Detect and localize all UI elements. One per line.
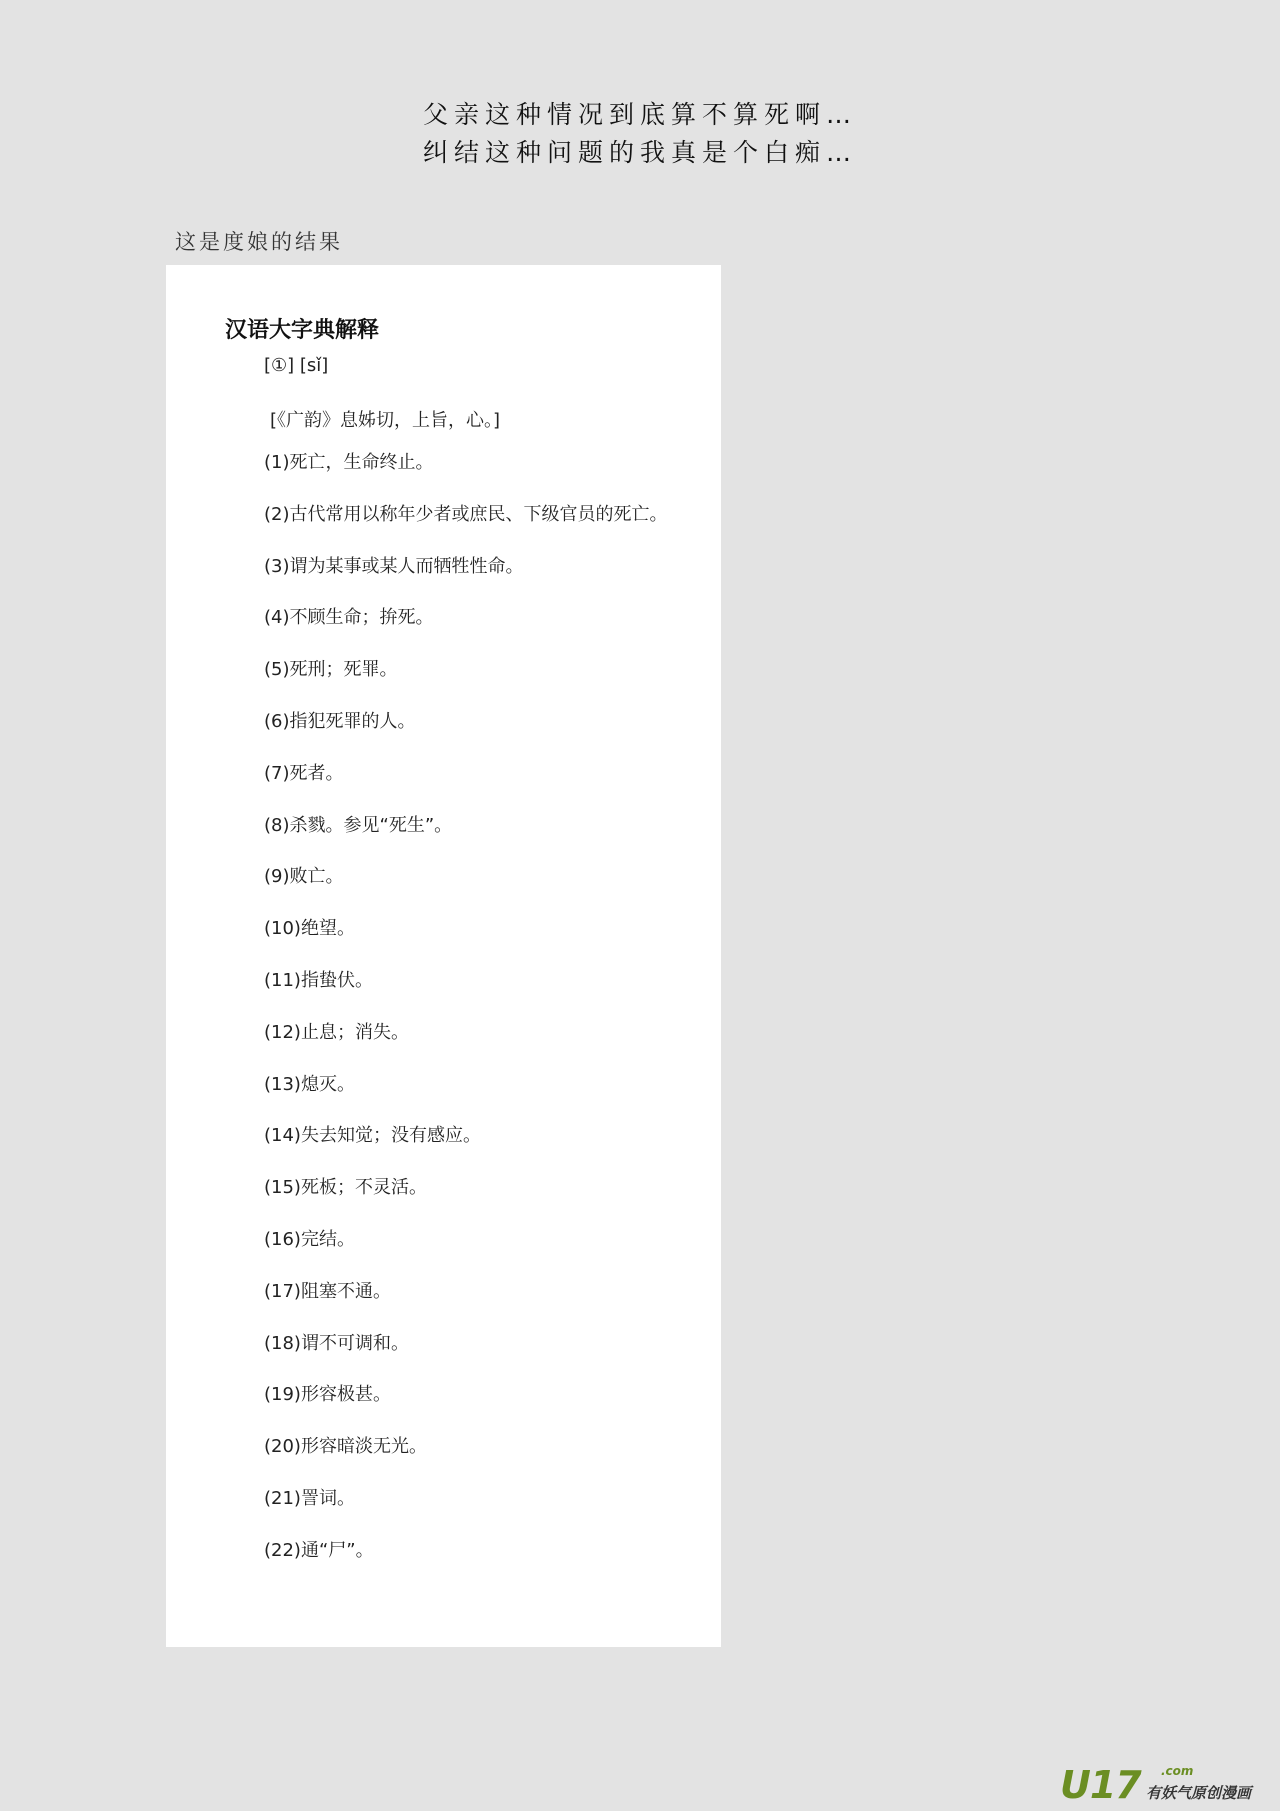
definition-item: (10)绝望。 [264, 918, 355, 940]
u17-logo [1060, 1762, 1275, 1808]
dictionary-card [166, 265, 721, 1647]
definition-list [264, 448, 668, 1588]
definition-item: (19)形容极甚。 [264, 1384, 391, 1406]
definition-item: (11)指蛰伏。 [264, 969, 373, 991]
logo-domain: .com [1161, 1764, 1194, 1778]
definition-item: (15)死板；不灵活。 [264, 1177, 427, 1199]
definition-item: (8)杀戮。参见“死生”。 [264, 814, 453, 836]
definition-item: (21)詈词。 [264, 1487, 355, 1509]
definition-item: (18)谓不可调和。 [264, 1332, 409, 1354]
definition-item: (7)死者。 [264, 762, 344, 784]
pinyin-line: [①] [sǐ] [264, 355, 329, 376]
definition-item: (17)阻塞不通。 [264, 1280, 391, 1302]
heading-line-2: 纠结这种问题的我真是个白痴… [422, 138, 857, 167]
card-title: 汉语大字典解释 [225, 318, 380, 343]
definition-item: (6)指犯死罪的人。 [264, 710, 416, 732]
source-line: [《广韵》息姊切，上旨，心。] [270, 410, 501, 431]
definition-item: (13)熄灭。 [264, 1073, 355, 1095]
definition-item: (12)止息；消失。 [264, 1021, 409, 1043]
logo-slogan: 有妖气原创漫画 [1146, 1784, 1252, 1802]
definition-item: (9)败亡。 [264, 866, 344, 888]
definition-item: (4)不顾生命；拚死。 [264, 607, 434, 629]
definition-item: (20)形容暗淡无光。 [264, 1436, 427, 1458]
definition-item: (2)古代常用以称年少者或庶民、下级官员的死亡。 [264, 503, 668, 525]
definition-item: (22)通“尸”。 [264, 1539, 374, 1561]
definition-item: (14)失去知觉；没有感应。 [264, 1125, 481, 1147]
heading-line-1: 父亲这种情况到底算不算死啊… [422, 100, 857, 129]
definition-item: (5)死刑；死罪。 [264, 659, 398, 681]
caption: 这是度娘的结果 [175, 230, 343, 254]
definition-item: (3)谓为某事或某人而牺牲性命。 [264, 555, 524, 577]
definition-item: (1)死亡，生命终止。 [264, 452, 434, 473]
logo-brand: U17 [1060, 1763, 1141, 1807]
definition-item: (16)完结。 [264, 1228, 355, 1250]
